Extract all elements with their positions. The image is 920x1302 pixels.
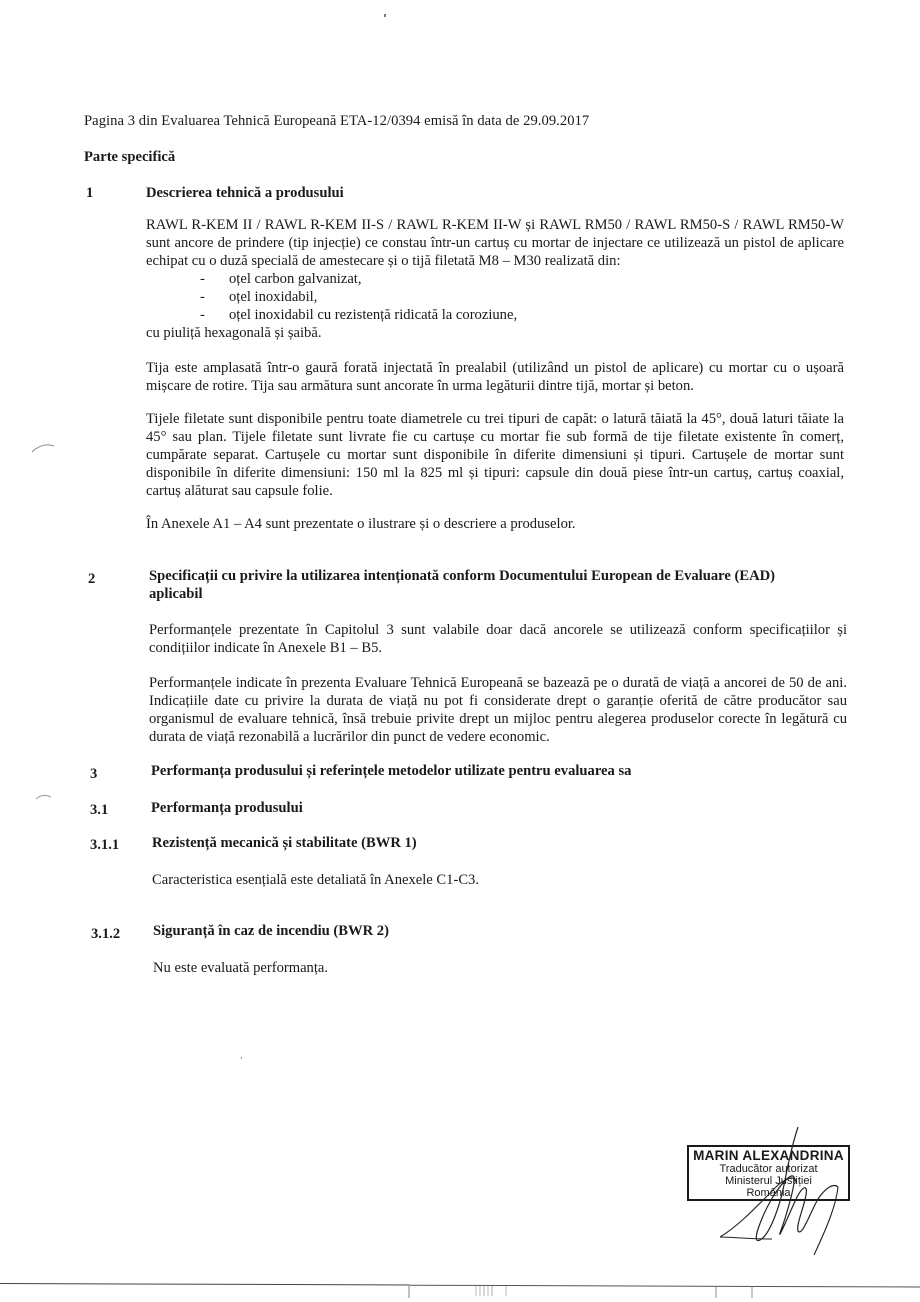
section-number: 1 bbox=[86, 185, 94, 201]
bullet-dash-icon: - bbox=[200, 307, 205, 323]
section-1-intro: RAWL R-KEM II / RAWL R-KEM II-S / RAWL R-KEM II-W și RAWL RM50 / RAWL RM50-S / RAWL RM50-W sunt ancore de prindere (tip injecție) ce constau într-un cartuș cu mortar de injectare ce utilizează un pistol de aplicare echipat cu o duză specială de amestecare și o tijă filetată M8 – M30 realizată din: bbox=[146, 217, 844, 269]
section-number: 3.1 bbox=[90, 802, 109, 818]
material-list bbox=[200, 270, 760, 324]
scan-bottom-edge bbox=[0, 1282, 920, 1302]
section-2-para-2: Performanțele indicate în prezenta Evaluare Tehnică Europeană se bazează pe o durată de viață a ancorei de 50 de ani. Indicațiile date cu privire la durata de viață nu pot fi considerate drept o garanție oferită de către producător sau organismul de evaluare tehnică, însă trebuie privite drept un mijloc pentru alegerea produselor corecte în legătură cu durata de viață rezonabilă a lucrărilor din punct de vedere economic. bbox=[149, 675, 847, 745]
section-1-para-2: Tija este amplasată într-o gaură forată injectată în prealabil (utilizând un pistol de aplicare) cu mortar cu o ușoară mișcare de rotire. Tija sau armătura sunt ancorate în urma legăturii dintre tijă, mortar și beton. bbox=[146, 360, 844, 394]
section-title: Descrierea tehnică a produsului bbox=[146, 185, 344, 201]
list-item: - oțel inoxidabil cu rezistență ridicată la coroziune, bbox=[200, 307, 518, 323]
punch-hole-mark bbox=[30, 440, 60, 455]
list-item: - oțel carbon galvanizat, bbox=[200, 271, 362, 287]
stamp-line: România bbox=[746, 1187, 791, 1199]
punch-hole-mark bbox=[34, 792, 54, 802]
section-1-para-4: În Anexele A1 – A4 sunt prezentate o ilustrare și o descriere a produselor. bbox=[146, 516, 576, 532]
section-title-continued: aplicabil bbox=[149, 586, 203, 602]
section-number: 3.1.2 bbox=[91, 926, 121, 942]
part-title: Parte specifică bbox=[84, 149, 176, 165]
section-title: Specificații cu privire la utilizarea intenționată conform Documentului European de Evaluare (EAD) bbox=[149, 568, 776, 584]
section-1-outro: cu piuliță hexagonală și șaibă. bbox=[146, 325, 322, 341]
scan-speck bbox=[384, 14, 386, 17]
stamp-name: MARIN ALEXANDRINA bbox=[693, 1148, 844, 1163]
bullet-dash-icon: - bbox=[200, 271, 205, 287]
scan-speck bbox=[241, 1057, 242, 1059]
section-number: 2 bbox=[88, 571, 96, 587]
section-3-1-2-text: Nu este evaluată performanța. bbox=[153, 960, 329, 976]
list-item: - oțel inoxidabil, bbox=[200, 289, 318, 305]
section-3-1-1-text: Caracteristica esențială este detaliată în Anexele C1-C3. bbox=[152, 872, 480, 888]
section-2-para-1: Performanțele prezentate în Capitolul 3 sunt valabile doar dacă ancorele se utilizează conform specificațiilor și condițiilor indicate în Anexele B1 – B5. bbox=[149, 622, 847, 656]
section-title: Performanța produsului și referințele metodelor utilizate pentru evaluarea sa bbox=[151, 763, 632, 779]
section-number: 3 bbox=[90, 766, 98, 782]
section-title: Siguranță în caz de incendiu (BWR 2) bbox=[153, 923, 389, 939]
section-title: Performanța produsului bbox=[151, 800, 303, 816]
stamp-line: Traducător autorizat bbox=[719, 1163, 818, 1175]
section-number: 3.1.1 bbox=[90, 837, 120, 853]
page-header: Pagina 3 din Evaluarea Tehnică Europeană ETA-12/0394 emisă în data de 29.09.2017 bbox=[84, 113, 590, 129]
translator-stamp bbox=[687, 1145, 850, 1201]
section-1-para-3: Tijele filetate sunt disponibile pentru toate diametrele cu trei tipuri de capăt: o latură tăiată la 45°, două laturi tăiate la 45° sau plan. Tijele filetate sunt livrate fie cu cartușe cu mortar fie sub formă de tije filetate existente în comerț, cumpărate separat. Cartușele cu mortar sunt disponibile în diferite dimensiuni și tipuri. Cartușele de mortar sunt disponibile în diferite dimensiuni: 150 ml la 825 ml și tipuri: capsule din două piese într-un cartuș, cartuș coaxial, cartuș alăturat sau capsule folie. bbox=[146, 411, 844, 499]
section-title: Rezistență mecanică și stabilitate (BWR 1) bbox=[152, 835, 417, 851]
stamp-line: Ministerul Justiției bbox=[725, 1175, 812, 1187]
bullet-dash-icon: - bbox=[200, 289, 205, 305]
